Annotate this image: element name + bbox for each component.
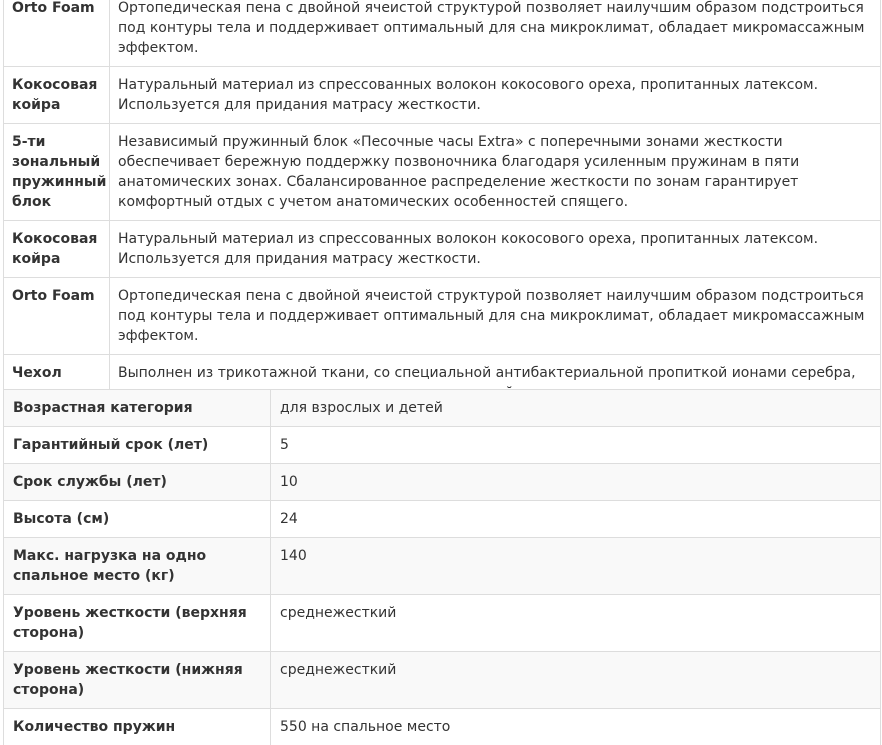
spec-label: Срок службы (лет) (4, 464, 271, 501)
layer-description: Независимый пружинный блок «Песочные часы Extra» с поперечными зонами жесткости обеспечивает бережную поддержку позвоночника благодаря усиленным пружинам в пяти анатомических зонах. Сбалансированное распределение жесткости по зонам гарантирует комфортный отдых с учетом анатомических особенностей спящего. (110, 124, 881, 221)
layer-description: Ортопедическая пена с двойной ячеистой структурой позволяет наилучшим образом подстроиться под контуры тела и поддерживает оптимальный для сна микроклимат, обладает микромассажным эффектом. (110, 278, 881, 355)
spec-value: 10 (271, 464, 881, 501)
spec-value: среднежесткий (271, 595, 881, 652)
layer-description: Выполнен из трикотажной ткани, со специальной антибактериальной пропиткой ионами серебра, (110, 355, 881, 412)
table-row (4, 709, 881, 745)
specs-table (3, 389, 881, 745)
table-row (4, 390, 881, 427)
spec-label: Количество пружин (4, 709, 271, 745)
layer-description: Натуральный материал из спрессованных волокон кокосового ореха, пропитанных латексом. Используется для придания матрасу жесткости. (110, 221, 881, 278)
table-row (4, 652, 881, 709)
layer-description: Натуральный материал из спрессованных волокон кокосового ореха, пропитанных латексом. Используется для придания матрасу жесткости. (110, 67, 881, 124)
spec-value: 24 (271, 501, 881, 538)
layer-name: Кокосовая койра (4, 67, 110, 124)
spec-label: Возрастная категория (4, 390, 271, 427)
spec-label: Высота (см) (4, 501, 271, 538)
layer-description: Ортопедическая пена с двойной ячеистой структурой позволяет наилучшим образом подстроиться под контуры тела и поддерживает оптимальный для сна микроклимат, обладает микромассажным эффектом. (110, 0, 881, 67)
spec-value: 5 (271, 427, 881, 464)
table-row (4, 124, 881, 221)
layer-name: Orto Foam (4, 278, 110, 355)
layer-name: Кокосовая койра (4, 221, 110, 278)
table-row (4, 595, 881, 652)
layers-table (3, 0, 881, 412)
spec-label: Уровень жесткости (нижняя сторона) (4, 652, 271, 709)
table-row (4, 278, 881, 355)
table-row (4, 464, 881, 501)
spec-value: 550 на спальное место (271, 709, 881, 745)
spec-label: Уровень жесткости (верхняя сторона) (4, 595, 271, 652)
layer-name: Orto Foam (4, 0, 110, 67)
spec-value: среднежесткий (271, 652, 881, 709)
table-row (4, 501, 881, 538)
spec-label: Макс. нагрузка на одно спальное место (кг) (4, 538, 271, 595)
table-row (4, 221, 881, 278)
layer-name: Чехол (4, 355, 110, 412)
table-row (4, 427, 881, 464)
table-row (4, 67, 881, 124)
spec-value: 140 (271, 538, 881, 595)
layer-name: 5-ти зональный пружинный блок (4, 124, 110, 221)
spec-value: для взрослых и детей (271, 390, 881, 427)
table-row (4, 538, 881, 595)
table-row (4, 0, 881, 67)
spec-label: Гарантийный срок (лет) (4, 427, 271, 464)
